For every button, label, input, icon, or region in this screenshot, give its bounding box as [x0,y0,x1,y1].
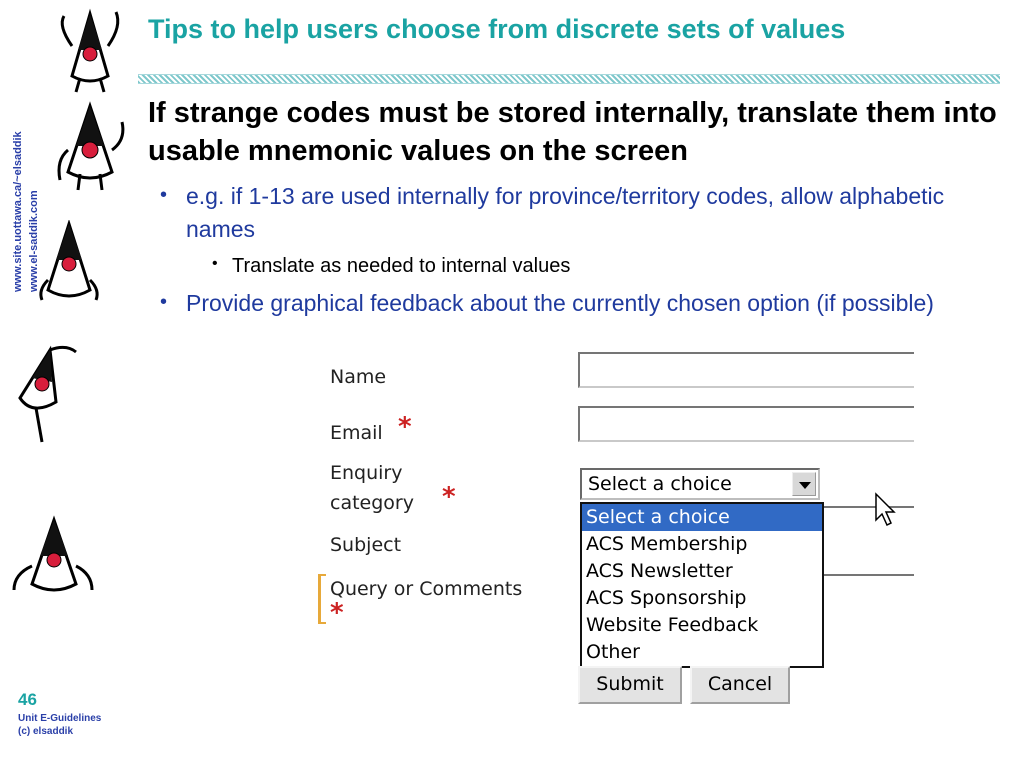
sidebar-urls [4,74,48,294]
email-label: Email [330,422,383,444]
bullet-graphical-feedback: Provide graphical feedback about the currently chosen option (if possible) [186,290,934,316]
select-value: Select a choice [588,473,732,495]
slide-title: Tips to help users choose from discrete sets of values [148,14,846,44]
footer-unit: Unit E-Guidelines [18,713,102,724]
name-input[interactable] [578,352,914,388]
option-acs-newsletter[interactable]: ACS Newsletter [586,560,733,582]
subject-label: Subject [330,534,402,556]
required-asterisk: * [330,598,344,628]
subject-input-edge [818,506,914,522]
enquiry-category-options [580,502,824,668]
sub-bullet-dot: • [212,255,218,272]
comments-label: Query or Comments [330,578,523,600]
bullet-dot: • [160,184,168,206]
footer-copyright: (c) elsaddik [18,726,74,737]
dropdown-arrow-icon[interactable] [792,472,816,496]
enquiry-category-select[interactable] [580,468,820,500]
sidebar-url-elsaddik: www.el-saddik.com [28,190,40,292]
option-other[interactable]: Other [586,641,640,663]
option-website-feedback[interactable]: Website Feedback [586,614,759,636]
option-select-a-choice[interactable]: Select a choice [582,504,822,531]
duke-mascot-icon [50,100,130,192]
duke-mascot-icon [50,6,130,94]
title-divider [138,74,1000,84]
bullet-dot: • [160,291,168,313]
name-label: Name [330,366,387,388]
comments-bracket [318,574,326,624]
option-acs-sponsorship[interactable]: ACS Sponsorship [586,587,747,609]
enquiry-form-screenshot [318,344,914,710]
email-input[interactable] [578,406,914,442]
sidebar-url-uottawa: www.site.uottawa.ca/~elsaddik [12,131,24,292]
enquiry-label-line2: category [330,492,414,514]
bullet-translate-codes: e.g. if 1-13 are used internally for province/territory codes, allow alphabetic names [186,183,945,242]
footer-text [18,712,101,738]
option-acs-membership[interactable]: ACS Membership [586,533,748,555]
submit-button[interactable]: Submit [578,666,682,704]
mouse-pointer-icon [874,492,898,528]
cancel-button[interactable]: Cancel [690,666,790,704]
page-number: 46 [18,690,37,709]
duke-mascot-icon [8,514,98,604]
enquiry-label-line1: Enquiry [330,462,403,484]
main-heading: If strange codes must be stored internally, translate them into usable mnemonic values on the screen [148,97,997,167]
duke-mascot-icon [6,342,82,446]
required-asterisk: * [442,482,456,512]
sub-bullet-internal-values: Translate as needed to internal values [232,255,571,277]
required-asterisk: * [398,412,412,442]
